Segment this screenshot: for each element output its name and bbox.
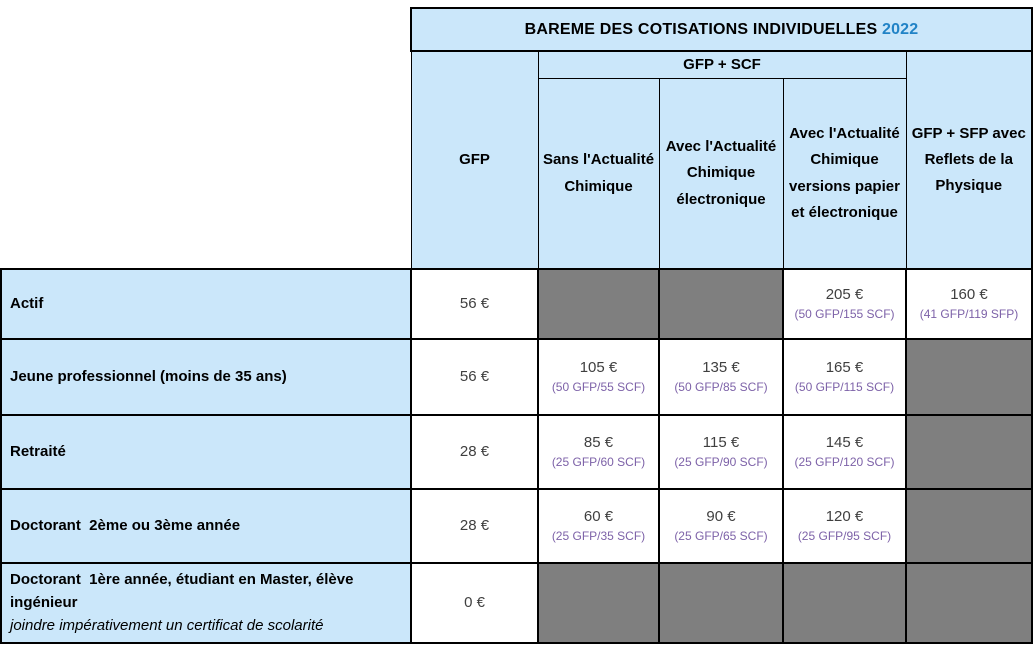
cell-not-available bbox=[538, 563, 659, 643]
cell-gfp bbox=[411, 269, 538, 339]
row-label bbox=[1, 415, 411, 489]
price-value: 90 € bbox=[706, 508, 736, 526]
price-breakdown: (25 GFP/35 SCF) bbox=[551, 529, 646, 544]
cell-not-available bbox=[906, 415, 1032, 489]
cell-gfp bbox=[411, 489, 538, 563]
table-row-retraite bbox=[1, 415, 1032, 489]
price-breakdown: (25 GFP/90 SCF) bbox=[674, 455, 768, 470]
price-breakdown: (41 GFP/119 SFP) bbox=[919, 307, 1019, 322]
column-group-gfp-scf: GFP + SCF bbox=[538, 51, 906, 79]
price-value: 60 € bbox=[583, 508, 614, 526]
price-breakdown: (50 GFP/85 SCF) bbox=[674, 380, 768, 395]
price-breakdown: (25 GFP/65 SCF) bbox=[674, 529, 768, 544]
row-label bbox=[1, 489, 411, 563]
price-value: 160 € bbox=[950, 286, 988, 304]
cell-not-available bbox=[538, 269, 659, 339]
price-value: 28 € bbox=[459, 443, 490, 461]
price-value: 85 € bbox=[583, 434, 614, 452]
column-header-avec-actualite-papier-electronique: Avec l'Actualité Chimique versions papier et électronique bbox=[783, 79, 906, 269]
cell-avec-papier bbox=[783, 269, 906, 339]
table-row-actif bbox=[1, 269, 1032, 339]
row-label-text: Jeune professionnel (moins de 35 ans) bbox=[10, 368, 287, 386]
cotisations-table bbox=[0, 7, 1033, 644]
cell-avec-electronique bbox=[659, 339, 783, 415]
price-breakdown: (50 GFP/155 SCF) bbox=[794, 307, 895, 322]
row-label-text: Doctorant 2ème ou 3ème année bbox=[10, 517, 241, 535]
row-label-text: Actif bbox=[10, 295, 44, 313]
title-row bbox=[1, 8, 1032, 51]
cell-not-available bbox=[659, 269, 783, 339]
price-value: 205 € bbox=[825, 286, 864, 304]
cell-gfp-sfp bbox=[906, 269, 1032, 339]
row-label bbox=[1, 563, 411, 643]
table-title bbox=[411, 8, 1032, 51]
price-value: 28 € bbox=[459, 517, 490, 535]
column-header-gfp: GFP bbox=[411, 51, 538, 269]
price-breakdown: (50 GFP/55 SCF) bbox=[551, 380, 646, 395]
cell-not-available bbox=[659, 563, 783, 643]
price-breakdown: (50 GFP/115 SCF) bbox=[794, 380, 895, 395]
cell-gfp bbox=[411, 415, 538, 489]
cell-not-available bbox=[783, 563, 906, 643]
price-value: 115 € bbox=[702, 434, 740, 452]
cell-avec-papier bbox=[783, 415, 906, 489]
cell-not-available bbox=[906, 563, 1032, 643]
cell-gfp bbox=[411, 339, 538, 415]
price-value: 145 € bbox=[825, 434, 864, 452]
table-row-doctorant-1ere bbox=[1, 563, 1032, 643]
cell-sans-actualite bbox=[538, 489, 659, 563]
cell-gfp bbox=[411, 563, 538, 643]
price-value: 165 € bbox=[825, 359, 864, 377]
group-header-row bbox=[1, 51, 1032, 79]
blank-corner bbox=[1, 79, 411, 269]
cell-avec-electronique bbox=[659, 415, 783, 489]
cell-not-available bbox=[906, 489, 1032, 563]
table-title-year: 2022 bbox=[881, 20, 919, 38]
cell-avec-papier bbox=[783, 489, 906, 563]
row-label-note: joindre impérativement un certificat de scolarité bbox=[10, 617, 324, 635]
row-label bbox=[1, 269, 411, 339]
price-value: 135 € bbox=[702, 359, 740, 377]
column-header-avec-actualite-electronique: Avec l'Actualité Chimique électronique bbox=[659, 79, 783, 269]
cell-not-available bbox=[906, 339, 1032, 415]
table-title-text: BAREME DES COTISATIONS INDIVIDUELLES bbox=[524, 20, 878, 38]
row-label bbox=[1, 339, 411, 415]
price-value: 105 € bbox=[579, 359, 618, 377]
cell-sans-actualite bbox=[538, 339, 659, 415]
row-label-text: Doctorant 1ère année, étudiant en Master, élève ingénieur bbox=[10, 570, 358, 611]
column-header-sans-actualite: Sans l'Actualité Chimique bbox=[538, 79, 659, 269]
blank-corner bbox=[1, 51, 411, 79]
cell-avec-papier bbox=[783, 339, 906, 415]
price-value: 120 € bbox=[825, 508, 864, 526]
price-breakdown: (25 GFP/95 SCF) bbox=[797, 529, 892, 544]
column-header-gfp-sfp: GFP + SFP avec Reflets de la Physique bbox=[906, 51, 1032, 269]
price-breakdown: (25 GFP/60 SCF) bbox=[551, 455, 646, 470]
table-row-jeune-professionnel bbox=[1, 339, 1032, 415]
price-breakdown: (25 GFP/120 SCF) bbox=[794, 455, 895, 470]
price-value: 0 € bbox=[464, 594, 485, 612]
price-value: 56 € bbox=[459, 295, 490, 313]
table-row-doctorant-2-3 bbox=[1, 489, 1032, 563]
cell-avec-electronique bbox=[659, 489, 783, 563]
price-value: 56 € bbox=[459, 368, 490, 386]
blank-corner bbox=[1, 8, 411, 51]
cell-sans-actualite bbox=[538, 415, 659, 489]
row-label-text: Retraité bbox=[10, 443, 66, 461]
